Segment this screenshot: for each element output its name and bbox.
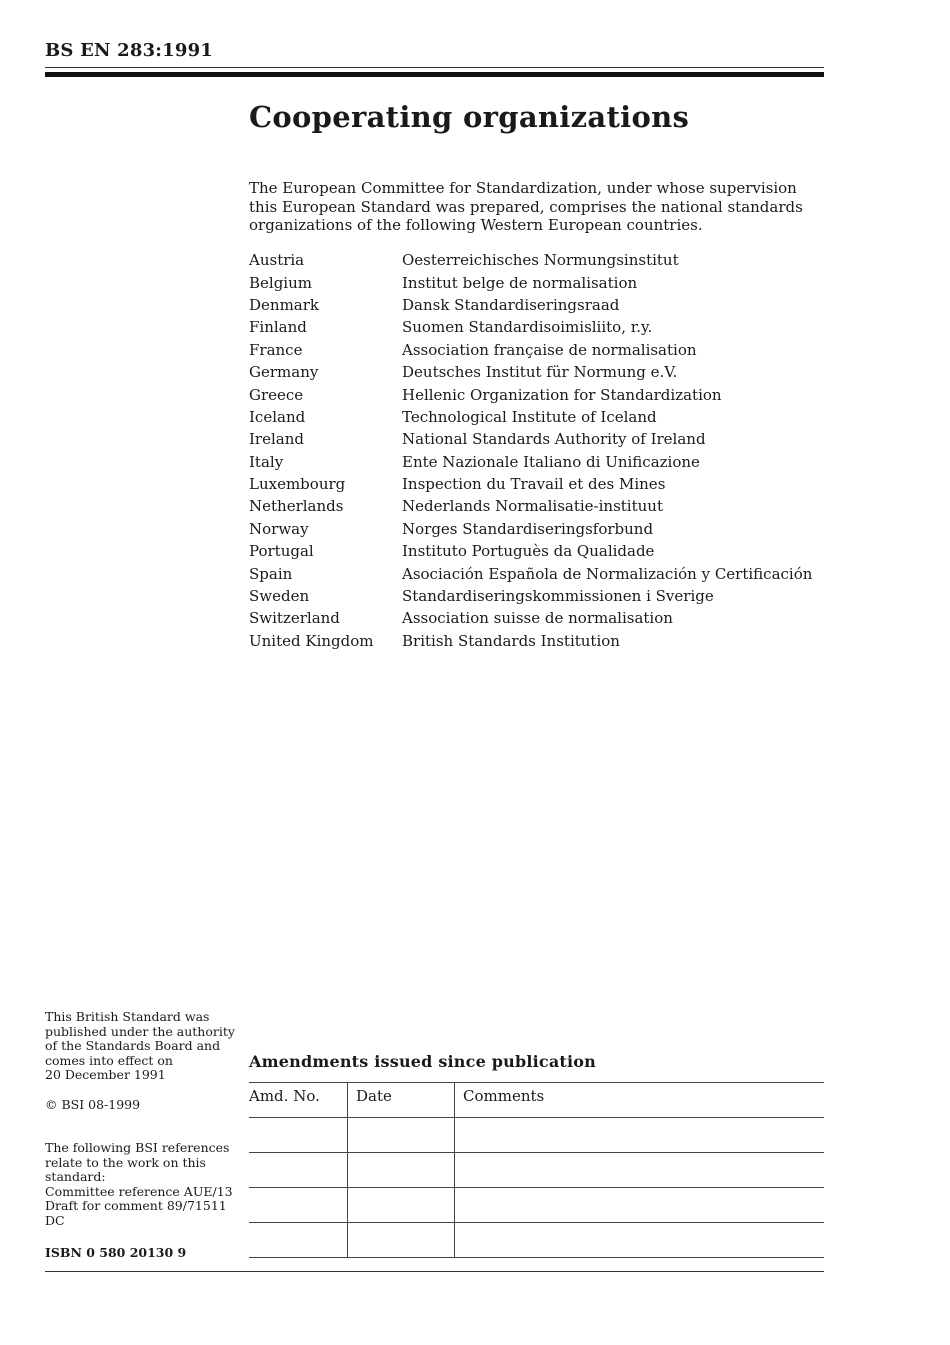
publication-note — [45, 1010, 240, 1083]
org-row — [249, 585, 824, 607]
org-row — [249, 562, 824, 584]
org-country: Netherlands — [249, 497, 344, 516]
publication-line: published under the authority — [45, 1023, 235, 1039]
amendments-table — [249, 1082, 824, 1258]
reference-line: standard: — [45, 1169, 106, 1185]
org-row — [249, 607, 824, 629]
column-header-date: Date — [348, 1083, 455, 1118]
column-header-comments: Comments — [455, 1083, 825, 1118]
org-name: Instituto Portuguès da Qualidade — [402, 542, 655, 561]
org-name: Association française de normalisation — [402, 340, 697, 359]
org-name: Dansk Standardiseringsraad — [402, 295, 620, 314]
amendment-cell — [249, 1118, 348, 1153]
org-row — [249, 518, 824, 540]
committee-reference: Committee reference AUE/13 — [45, 1183, 233, 1199]
org-name: Standardiseringskommissionen i Sverige — [402, 587, 714, 606]
amendment-cell — [455, 1118, 825, 1153]
org-country: Norway — [249, 519, 309, 538]
isbn: ISBN 0 580 20130 9 — [45, 1245, 187, 1260]
org-country: Ireland — [249, 430, 304, 449]
org-name: Association suisse de normalisation — [402, 609, 673, 628]
amendment-cell — [455, 1223, 825, 1258]
org-country: Greece — [249, 385, 304, 404]
org-row — [249, 339, 824, 361]
copyright-notice: © BSI 08-1999 — [45, 1097, 141, 1112]
org-country: Italy — [249, 452, 284, 471]
org-country: Portugal — [249, 542, 314, 561]
org-name: British Standards Institution — [402, 631, 620, 650]
org-name: Deutsches Institut für Normung e.V. — [402, 363, 678, 382]
amendment-cell — [348, 1153, 455, 1188]
org-row — [249, 630, 824, 652]
organizations-list — [249, 249, 824, 652]
org-country: Austria — [249, 251, 305, 270]
org-name: Oesterreichisches Normungsinstitut — [402, 251, 679, 270]
org-row — [249, 495, 824, 517]
publication-line: of the Standards Board and — [45, 1038, 221, 1054]
org-country: Luxembourg — [249, 475, 346, 494]
org-country: Switzerland — [249, 609, 340, 628]
amendments-title: Amendments issued since publication — [249, 1052, 596, 1071]
intro-paragraph: The European Committee for Standardization, under whose supervision this European Standard was prepared, comprises the national standards organizations of the following Western European countries. — [249, 179, 803, 234]
column-header-amd-no: Amd. No. — [249, 1083, 348, 1118]
org-row — [249, 540, 824, 562]
amendment-row — [249, 1223, 824, 1258]
publication-line: comes into effect on — [45, 1052, 173, 1068]
amendment-row — [249, 1153, 824, 1188]
amendment-cell — [348, 1188, 455, 1223]
org-name: Asociación Española de Normalización y Certificación — [402, 564, 813, 583]
publication-line: This British Standard was — [45, 1009, 210, 1024]
org-country: Iceland — [249, 407, 306, 426]
org-name: Ente Nazionale Italiano di Unificazione — [402, 452, 700, 471]
org-name: Suomen Standardisoimisliito, r.y. — [402, 318, 653, 337]
org-country: Spain — [249, 564, 293, 583]
org-row — [249, 428, 824, 450]
amendment-row — [249, 1118, 824, 1153]
amendment-cell — [249, 1188, 348, 1223]
amendment-cell — [455, 1188, 825, 1223]
org-name: Nederlands Normalisatie-instituut — [402, 497, 663, 516]
org-country: United Kingdom — [249, 631, 374, 650]
standard-code: BS EN 283:1991 — [45, 40, 214, 61]
header-rule-thick — [45, 72, 824, 77]
org-row — [249, 473, 824, 495]
amendment-cell — [455, 1153, 825, 1188]
org-row — [249, 294, 824, 316]
org-country: Belgium — [249, 273, 312, 292]
org-row — [249, 451, 824, 473]
reference-line: The following BSI references — [45, 1140, 230, 1155]
org-row — [249, 316, 824, 338]
org-name: Inspection du Travail et des Mines — [402, 475, 666, 494]
amendments-header-row — [249, 1083, 824, 1118]
org-name: Hellenic Organization for Standardization — [402, 385, 722, 404]
page-title: Cooperating organizations — [249, 100, 690, 134]
amendment-row — [249, 1188, 824, 1223]
org-country: Sweden — [249, 587, 310, 606]
amendment-cell — [249, 1153, 348, 1188]
header-rule-thin — [45, 67, 824, 68]
org-country: Germany — [249, 363, 319, 382]
reference-line: relate to the work on this — [45, 1154, 206, 1170]
bsi-references — [45, 1141, 240, 1229]
org-row — [249, 406, 824, 428]
footer-rule — [45, 1271, 824, 1272]
org-country: France — [249, 340, 303, 359]
amendment-cell — [348, 1223, 455, 1258]
org-name: Technological Institute of Iceland — [402, 407, 657, 426]
org-name: Norges Standardiseringsforbund — [402, 519, 654, 538]
org-name: Institut belge de normalisation — [402, 273, 638, 292]
amendment-cell — [348, 1118, 455, 1153]
org-row — [249, 383, 824, 405]
draft-reference: Draft for comment 89/71511 DC — [45, 1198, 227, 1228]
publication-date: 20 December 1991 — [45, 1067, 166, 1083]
org-country: Finland — [249, 318, 307, 337]
org-row — [249, 361, 824, 383]
org-row — [249, 271, 824, 293]
org-country: Denmark — [249, 295, 319, 314]
org-name: National Standards Authority of Ireland — [402, 430, 706, 449]
org-row — [249, 249, 824, 271]
amendment-cell — [249, 1223, 348, 1258]
